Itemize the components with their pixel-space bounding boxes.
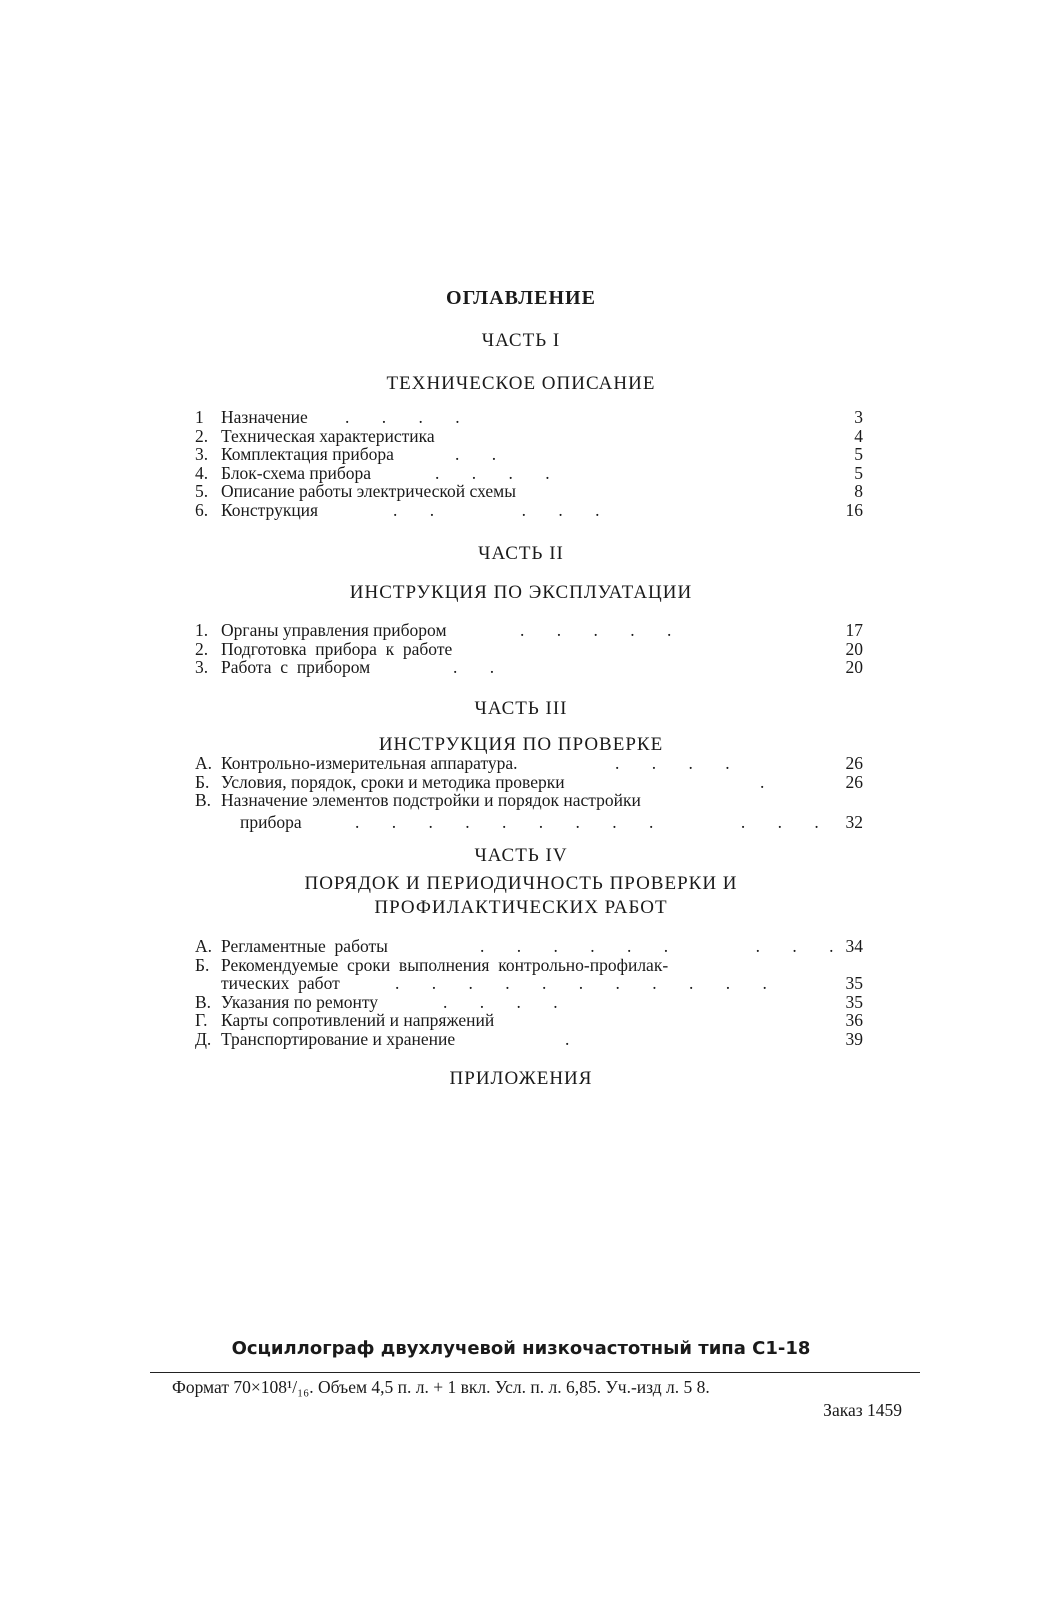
book-title: Осциллограф двухлучевой низкочастотный типа С1-18 [231, 1338, 811, 1359]
toc-entry-continuation [195, 813, 863, 832]
entry-page: 36 [845, 1010, 863, 1030]
entry-text: Назначение [221, 407, 308, 427]
part-2-toc-list [195, 621, 863, 677]
toc-entry [195, 791, 863, 810]
toc-entry [195, 773, 863, 792]
entry-page: 34 [845, 936, 863, 956]
entry-number: 3. [195, 657, 209, 677]
entry-number: Д. [195, 1028, 212, 1049]
toc-entry [195, 621, 863, 640]
entry-number: 6. [195, 499, 209, 520]
entry-page: 26 [845, 753, 863, 773]
entry-text: Назначение элементов подстройки и порядок настройки [221, 790, 641, 810]
part-4-section-title-line-1: ПОРЯДОК И ПЕРИОДИЧНОСТЬ ПРОВЕРКИ И [304, 873, 738, 894]
entry-page: 39 [845, 1028, 863, 1049]
entry-text: Карты сопротивлений и напряжений [221, 1010, 495, 1030]
entry-text: Условия, порядок, сроки и методика проверки [221, 771, 565, 792]
entry-number: 2. [195, 638, 209, 659]
imprint-line: Формат 70×108¹/₁₆. Объем 4,5 п. л. + 1 вкл. Усл. п. л. 6,85. Уч.-изд л. 5 8. [172, 1377, 710, 1397]
toc-entry [195, 482, 863, 501]
entry-page: 32 [845, 811, 863, 832]
part-4-section-title-line-2: ПРОФИЛАКТИЧЕСКИХ РАБОТ [374, 897, 668, 918]
entry-text: Регламентные работы [221, 936, 388, 956]
entry-leader: . . . . . . . . . . . [395, 973, 781, 993]
entry-text: Контрольно-измерительная аппаратура. [221, 753, 518, 773]
entry-text: прибора [240, 811, 302, 832]
entry-leader: . . [453, 657, 509, 677]
part-2-label: ЧАСТЬ II [478, 543, 564, 564]
entry-number: 1 [195, 407, 204, 427]
order-number: Заказ 1459 [823, 1400, 902, 1420]
toc-entry [195, 658, 863, 677]
entry-leader: . . . . [345, 407, 474, 427]
entry-text: Блок-схема прибора [221, 462, 371, 483]
entry-page: 5 [854, 444, 863, 464]
toc-entry [195, 1030, 863, 1049]
toc-entry [195, 427, 863, 446]
entry-number: В. [195, 991, 212, 1012]
entry-text: Указания по ремонту [221, 991, 379, 1012]
part-3-toc-list [195, 754, 863, 831]
part-4-toc-list [195, 937, 863, 1048]
toc-entry [195, 408, 863, 427]
toc-entry-continuation [195, 974, 863, 993]
entry-page: 4 [854, 425, 863, 446]
entry-text: Работа с прибором [221, 657, 371, 677]
entry-leader: . . . . . [393, 499, 614, 520]
toc-entry [195, 993, 863, 1012]
entry-page: 3 [854, 407, 863, 427]
entry-text: Органы управления прибором [221, 620, 447, 640]
part-1-label: ЧАСТЬ I [481, 330, 561, 351]
imprint-divider [150, 1372, 920, 1373]
appendix-heading: ПРИЛОЖЕНИЯ [449, 1068, 593, 1089]
entry-number: Б. [195, 771, 210, 792]
toc-entry [195, 1011, 863, 1030]
entry-number: А. [195, 753, 213, 773]
entry-text: Конструкция [221, 499, 319, 520]
entry-page: 20 [845, 657, 863, 677]
toc-title: ОГЛАВЛЕНИЕ [446, 287, 596, 309]
toc-entry [195, 754, 863, 773]
entry-page: 35 [845, 991, 863, 1012]
entry-text: Описание работы электрической схемы [221, 481, 516, 501]
entry-number: А. [195, 936, 213, 956]
entry-number: 3. [195, 444, 209, 464]
entry-page: 8 [854, 481, 863, 501]
entry-number: Г. [195, 1010, 208, 1030]
entry-page: 17 [845, 620, 863, 640]
entry-number: В. [195, 790, 212, 810]
entry-text: тических работ [221, 973, 340, 993]
toc-entry [195, 464, 863, 483]
entry-leader: . . . . . . . . . . . . [355, 811, 833, 832]
entry-leader: . . . . [443, 991, 572, 1012]
part-2-section-title: ИНСТРУКЦИЯ ПО ЭКСПЛУАТАЦИИ [349, 582, 693, 603]
entry-leader: . . . . [435, 462, 564, 483]
entry-number: 1. [195, 620, 209, 640]
entry-text: Рекомендуемые сроки выполнения контрольно-профилак- [221, 954, 669, 975]
entry-text: Техническая характеристика [221, 425, 435, 446]
entry-page: 16 [845, 499, 863, 520]
entry-number: 4. [195, 462, 209, 483]
entry-number: Б. [195, 954, 210, 975]
entry-leader: . [565, 1028, 584, 1049]
toc-entry [195, 501, 863, 520]
entry-leader: . . . . [615, 753, 744, 773]
part-1-section-title: ТЕХНИЧЕСКОЕ ОПИСАНИЕ [386, 373, 656, 394]
entry-page: 5 [854, 462, 863, 483]
entry-number: 2. [195, 425, 209, 446]
part-3-label: ЧАСТЬ III [474, 698, 568, 719]
part-4-label: ЧАСТЬ IV [474, 845, 568, 866]
part-3-section-title: ИНСТРУКЦИЯ ПО ПРОВЕРКЕ [378, 734, 664, 755]
toc-entry [195, 937, 863, 956]
entry-page: 35 [845, 973, 863, 993]
entry-leader: . . [455, 444, 511, 464]
entry-number: 5. [195, 481, 209, 501]
entry-leader: . . . . . . . . . [480, 936, 848, 956]
toc-entry [195, 956, 863, 975]
entry-text: Подготовка прибора к работе [221, 638, 453, 659]
entry-page: 20 [845, 638, 863, 659]
entry-page: 26 [845, 771, 863, 792]
entry-leader: . . . . . [520, 620, 686, 640]
entry-text: Транспортирование и хранение [221, 1028, 456, 1049]
part-1-toc-list [195, 408, 863, 519]
toc-entry [195, 445, 863, 464]
entry-text: Комплектация прибора [221, 444, 394, 464]
toc-entry [195, 640, 863, 659]
entry-leader: . [760, 771, 779, 792]
